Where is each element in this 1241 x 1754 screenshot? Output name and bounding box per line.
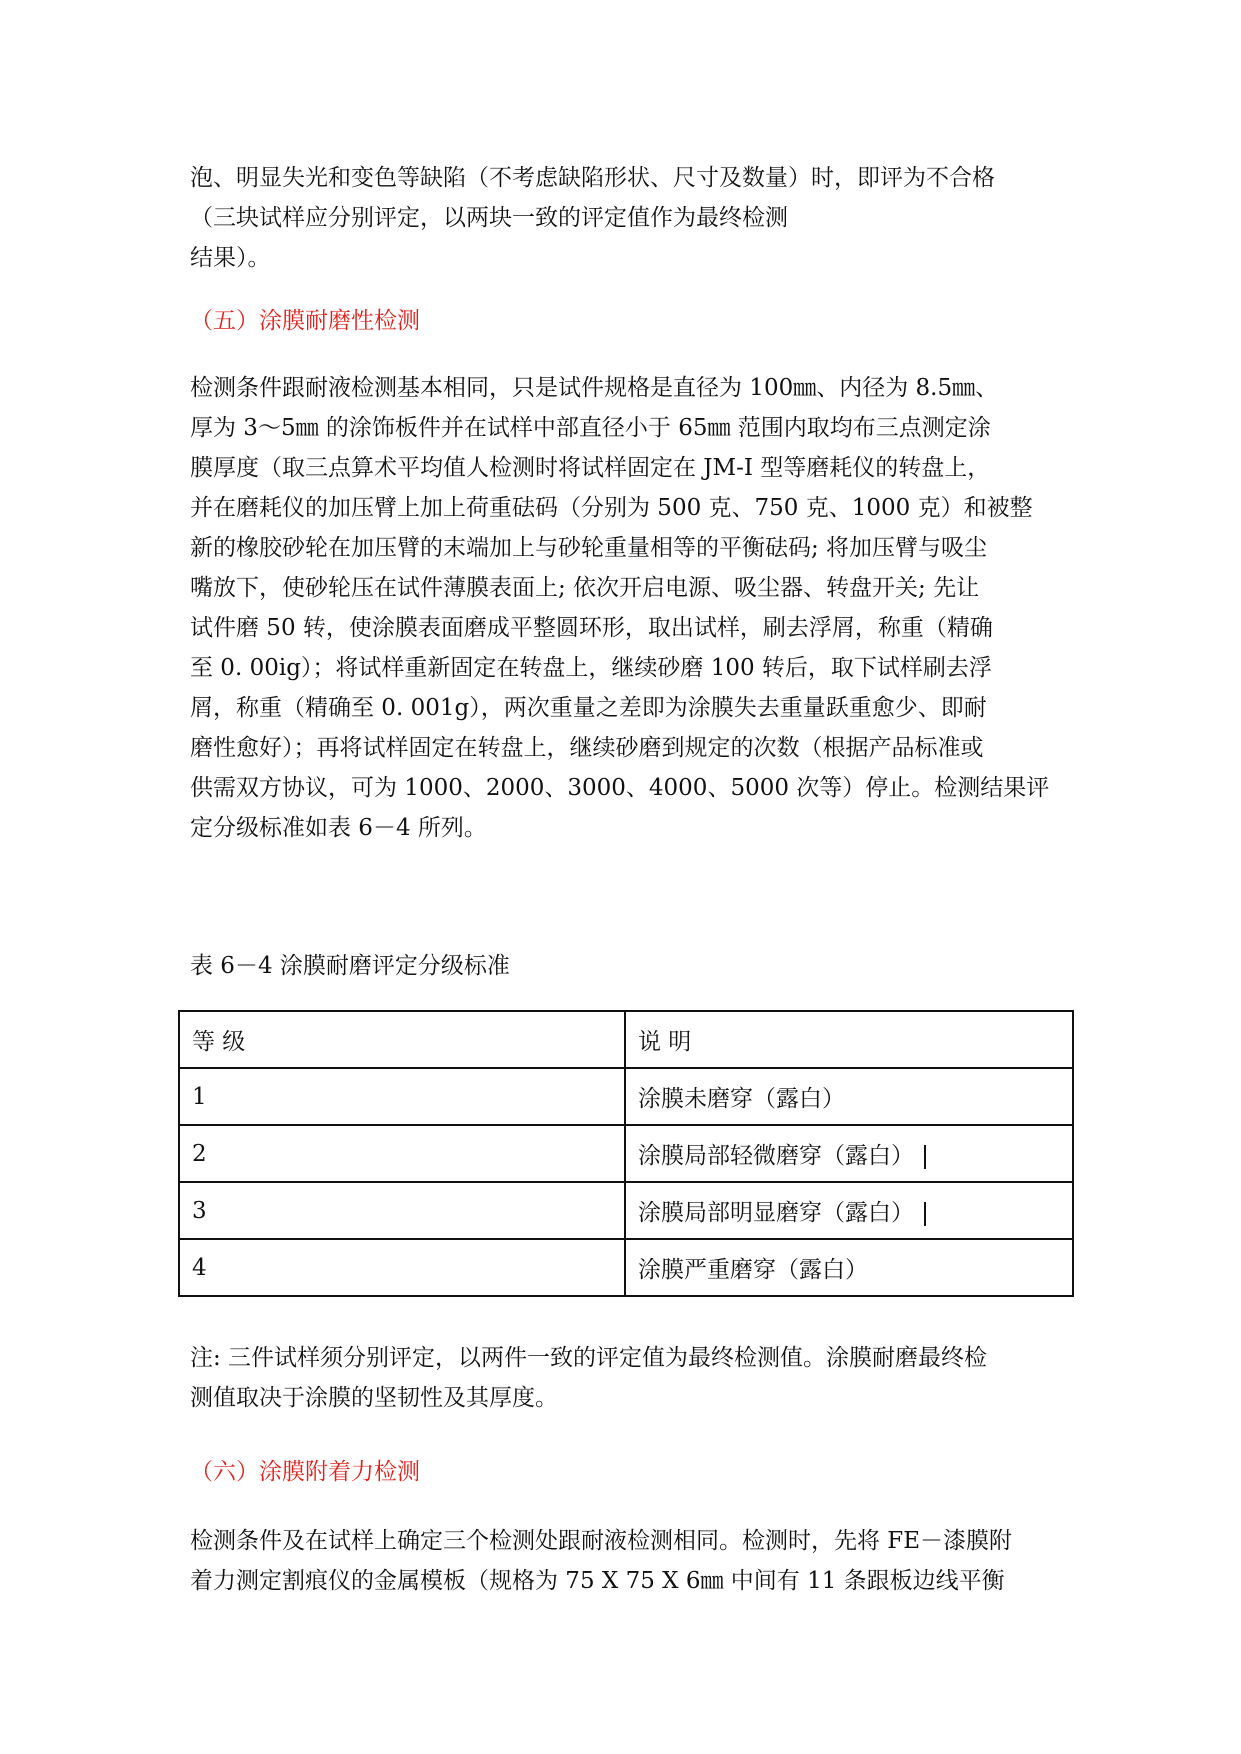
text-line: 定分级标准如表 6－4 所列。 xyxy=(190,815,487,841)
table-row xyxy=(179,1182,1073,1239)
table-cell-grade: 1 xyxy=(179,1068,625,1125)
text-line: 测值取决于涂膜的坚韧性及其厚度。 xyxy=(190,1385,558,1411)
table-row xyxy=(179,1239,1073,1296)
text-line: 并在磨耗仪的加压臂上加上荷重砝码（分别为 500 克、750 克、1000 克）和被整 xyxy=(190,495,1033,521)
text-line: 试件磨 50 转，使涂膜表面磨成平整圆环形，取出试样，刷去浮屑，称重（精确 xyxy=(190,615,993,641)
text-line: （三块试样应分别评定，以两块一致的评定值作为最终检测 xyxy=(190,205,788,231)
text-line: 泡、明显失光和变色等缺陷（不考虑缺陷形状、尺寸及数量）时，即评为不合格 xyxy=(190,165,995,191)
section-heading-5: （五）涂膜耐磨性检测 xyxy=(190,308,420,334)
text-line: 新的橡胶砂轮在加压臂的末端加上与砂轮重量相等的平衡砝码; 将加压臂与吸尘 xyxy=(190,535,988,561)
table-cell-description: 涂膜严重磨穿（露白） xyxy=(625,1239,1073,1296)
text-line: 检测条件跟耐液检测基本相同，只是试件规格是直径为 100㎜、内径为 8.5㎜、 xyxy=(190,375,999,401)
text-line: 嘴放下，使砂轮压在试件薄膜表面上; 依次开启电源、吸尘器、转盘开关; 先让 xyxy=(190,575,980,601)
grade-table xyxy=(178,1010,1074,1297)
text-line: 结果）。 xyxy=(190,245,271,271)
table-header-description: 说 明 xyxy=(625,1011,1073,1068)
table-caption: 表 6－4 涂膜耐磨评定分级标准 xyxy=(190,953,510,979)
paragraph-intro xyxy=(190,158,1070,238)
table-cell-grade: 4 xyxy=(179,1239,625,1296)
text-line: 膜厚度（取三点算术平均值人检测时将试样固定在 JM-I 型等磨耗仪的转盘上， xyxy=(190,455,991,481)
section-heading-6: （六）涂膜附着力检测 xyxy=(190,1459,420,1485)
text-cursor-mark xyxy=(924,1145,926,1169)
paragraph-note xyxy=(190,1338,1070,1418)
paragraph-adhesion-test xyxy=(190,1521,1070,1601)
text-line: 注: 三件试样须分别评定，以两件一致的评定值为最终检测值。涂膜耐磨最终检 xyxy=(190,1345,988,1371)
table-row xyxy=(179,1068,1073,1125)
table-header-grade: 等 级 xyxy=(179,1011,625,1068)
paragraph-wear-test xyxy=(190,368,1070,848)
text-line: 厚为 3～5㎜ 的涂饰板件并在试样中部直径小于 65㎜ 范围内取均布三点测定涂 xyxy=(190,415,991,441)
text-cursor-mark xyxy=(924,1202,926,1226)
text-line: 检测条件及在试样上确定三个检测处跟耐液检测相同。检测时，先将 FE－漆膜附 xyxy=(190,1528,1013,1554)
table-cell-text: 涂膜局部明显磨穿（露白） xyxy=(638,1200,914,1226)
table-cell-description xyxy=(625,1182,1073,1239)
table-cell-grade: 3 xyxy=(179,1182,625,1239)
paragraph-intro-end xyxy=(190,238,1070,278)
text-line: 磨性愈好）；再将试样固定在转盘上，继续砂磨到规定的次数（根据产品标准或 xyxy=(190,735,984,761)
text-line: 屑，称重（精确至 0. 001g），两次重量之差即为涂膜失去重量跃重愈少、即耐 xyxy=(190,695,987,721)
text-line: 供需双方协议，可为 1000、2000、3000、4000、5000 次等）停止。检测结果评 xyxy=(190,775,1050,801)
table-row xyxy=(179,1125,1073,1182)
table-cell-grade: 2 xyxy=(179,1125,625,1182)
table-cell-description xyxy=(625,1125,1073,1182)
text-line: 至 0. 00ig）；将试样重新固定在转盘上，继续砂磨 100 转后，取下试样刷去浮 xyxy=(190,655,992,681)
table-cell-text: 涂膜局部轻微磨穿（露白） xyxy=(638,1143,914,1169)
text-line: 着力测定割痕仪的金属模板（规格为 75 X 75 X 6㎜ 中间有 11 条跟板边线平衡 xyxy=(190,1568,1005,1594)
table-header-row xyxy=(179,1011,1073,1068)
table-cell-description: 涂膜未磨穿（露白） xyxy=(625,1068,1073,1125)
